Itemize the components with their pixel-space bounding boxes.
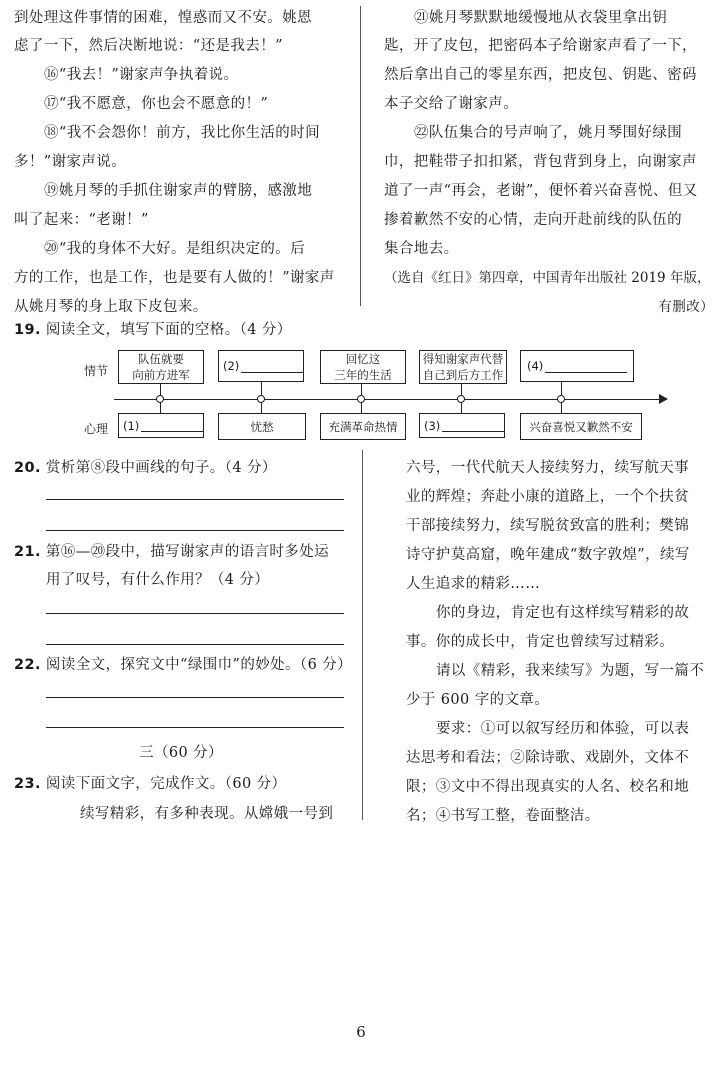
mood-box-text: 兴奋喜悦又歉然不安: [529, 419, 633, 434]
passage-line: 到处理这件事情的困难，惶惑而又不安。姚恩: [14, 10, 312, 26]
question-text: 阅读全文，探究文中“绿围巾”的妙处。（6 分）: [45, 657, 353, 673]
section-heading: [0, 741, 362, 762]
plot-box-text: 向前方进军: [132, 368, 190, 382]
page-number: 6: [356, 1023, 366, 1041]
answer-blank[interactable]: [241, 360, 303, 373]
essay-line: 诗守护莫高窟，晚年建成“数字敦煌”，续写: [406, 547, 690, 563]
question-21-cont: [46, 568, 269, 589]
answer-line[interactable]: [46, 530, 344, 531]
essay-line: 要求：①可以叙写经历和体验，可以表: [436, 721, 690, 737]
passage-line: 虑了一下，然后决断地说：“还是我去！”: [14, 38, 283, 54]
plot-box: [320, 350, 406, 384]
passage-line: ㉑姚月琴默默地缓慢地从衣袋里拿出钥: [414, 10, 668, 26]
essay-line: 你的身边，肯定也有这样续写精彩的故: [436, 605, 690, 621]
blank-number: (2): [223, 359, 240, 373]
plot-box-text: 得知谢家声代替: [422, 352, 504, 366]
plot-box-blank: [218, 350, 304, 382]
mood-box-blank: [419, 413, 505, 438]
passage-line: 匙，开了皮包，把密码本子给谢家声看了一下，: [384, 38, 697, 54]
passage-line: ⑰“我不愿意，你也会不愿意的！”: [44, 96, 269, 112]
question-text: 第⑯—⑳段中，描写谢家声的语言时多处运: [45, 544, 330, 560]
plot-box-text: 自己到后方工作: [422, 368, 504, 382]
essay-line: 名；④书写工整，卷面整洁。: [406, 808, 600, 824]
passage-line: 巾，把鞋带子扣扣紧，背包背到身上，向谢家声: [384, 154, 697, 170]
essay-line: 少于 600 字的文章。: [406, 692, 550, 708]
question-number: 20.: [14, 460, 41, 476]
essay-line: 人生追求的精彩……: [406, 576, 541, 592]
mood-box-text: 忧愁: [250, 419, 274, 434]
passage-line: ⑲姚月琴的手抓住谢家声的臂膀，感激地: [44, 183, 313, 199]
mood-box-blank: [118, 413, 204, 438]
answer-line[interactable]: [46, 697, 344, 698]
answer-blank[interactable]: [442, 419, 504, 432]
passage-line: ⑯“我去！”谢家声争执着说。: [44, 67, 239, 83]
question-text: 赏析第⑧段中画线的句子。（4 分）: [45, 460, 277, 476]
column-divider: [360, 6, 361, 306]
passage-line: ⑱“我不会怨你！前方，我比你生活的时间: [44, 125, 321, 141]
question-number: 21.: [14, 544, 41, 560]
timeline-node: [357, 395, 365, 403]
passage-line: 方的工作，也是工作，也是要有人做的！”谢家声: [14, 270, 335, 286]
essay-line: 请以《精彩，我来续写》为题，写一篇不: [436, 663, 705, 679]
plot-box-text: 队伍就要: [138, 352, 184, 366]
answer-line[interactable]: [46, 499, 344, 500]
question-23: [14, 772, 286, 793]
mood-box: [520, 413, 642, 440]
answer-blank[interactable]: [545, 360, 627, 373]
passage-line: 掺着歉然不安的心情，走向开赴前线的队伍的: [384, 212, 682, 228]
timeline-node: [257, 395, 265, 403]
essay-prompt-intro: [80, 802, 333, 823]
answer-line[interactable]: [46, 727, 344, 728]
mood-label: 心理: [84, 422, 109, 436]
question-21: [14, 540, 329, 561]
source-note: 有删改）: [658, 299, 714, 315]
essay-line: 事。你的成长中，肯定也曾续写过精彩。: [406, 634, 675, 650]
question-number: 19.: [14, 322, 41, 338]
passage-line: 道了一声“再会，老谢”，便怀着兴奋喜悦、但又: [384, 183, 698, 199]
essay-line: 干部接续努力，续写脱贫致富的胜利；樊锦: [406, 518, 690, 534]
passage-line: ㉒队伍集合的号声响了，姚月琴围好绿围: [414, 125, 683, 141]
mood-box-text: 充满革命热情: [328, 419, 398, 434]
passage-line: 本子交给了谢家声。: [384, 96, 519, 112]
timeline-node: [557, 395, 565, 403]
mood-box: [320, 413, 406, 440]
plot-box-text: 三年的生活: [334, 368, 392, 382]
mood-box: [218, 413, 306, 440]
essay-line: 达思考和看法；②除诗歌、戏剧外，文体不: [406, 750, 690, 766]
timeline-node: [156, 395, 164, 403]
question-19: [14, 318, 292, 339]
column-divider: [362, 450, 363, 820]
passage-line: 叫了起来：“老谢！”: [14, 212, 149, 228]
plot-label: 情节: [84, 364, 109, 378]
essay-prompt-text: 续写精彩，有多种表现。从嫦娥一号到: [80, 806, 334, 822]
question-22: [14, 653, 352, 674]
blank-number: (1): [123, 418, 140, 433]
question-number: 23.: [14, 776, 41, 792]
section-title: 三（60 分）: [139, 745, 223, 761]
source-note: （选自《红日》第四章，中国青年出版社 2019 年版，: [384, 270, 711, 286]
answer-line[interactable]: [46, 644, 344, 645]
passage-line: 集合地去。: [384, 241, 459, 257]
answer-line[interactable]: [46, 613, 344, 614]
timeline-node: [457, 395, 465, 403]
question-20: [14, 456, 277, 477]
plot-box: [118, 350, 204, 384]
passage-line: 多！”谢家声说。: [14, 154, 127, 170]
question-text: 用了叹号，有什么作用？（4 分）: [46, 572, 270, 588]
plot-mood-diagram: [84, 342, 684, 442]
blank-number: (3): [424, 418, 441, 433]
question-number: 22.: [14, 657, 41, 673]
essay-line: 六号，一代代航天人接续努力，续写航天事: [406, 460, 690, 476]
plot-box-blank: [520, 350, 634, 382]
plot-box: [419, 350, 507, 384]
essay-line: 限；③文中不得出现真实的人名、校名和地: [406, 779, 690, 795]
question-text: 阅读下面文字，完成作文。（60 分）: [45, 776, 287, 792]
blank-number: (4): [527, 359, 544, 373]
plot-box-text: 回忆这: [345, 352, 381, 366]
timeline-axis: [114, 399, 662, 400]
question-text: 阅读全文，填写下面的空格。（4 分）: [45, 322, 292, 338]
passage-line: 然后拿出自己的零星东西，把皮包、钥匙、密码: [384, 67, 697, 83]
passage-line: ⑳“我的身体不大好。是组织决定的。后: [44, 241, 306, 257]
arrow-head-icon: [659, 394, 668, 404]
answer-blank[interactable]: [141, 419, 203, 432]
essay-line: 业的辉煌；奔赴小康的道路上，一个个扶贫: [406, 489, 690, 505]
passage-line: 从姚月琴的身上取下皮包来。: [14, 299, 208, 315]
